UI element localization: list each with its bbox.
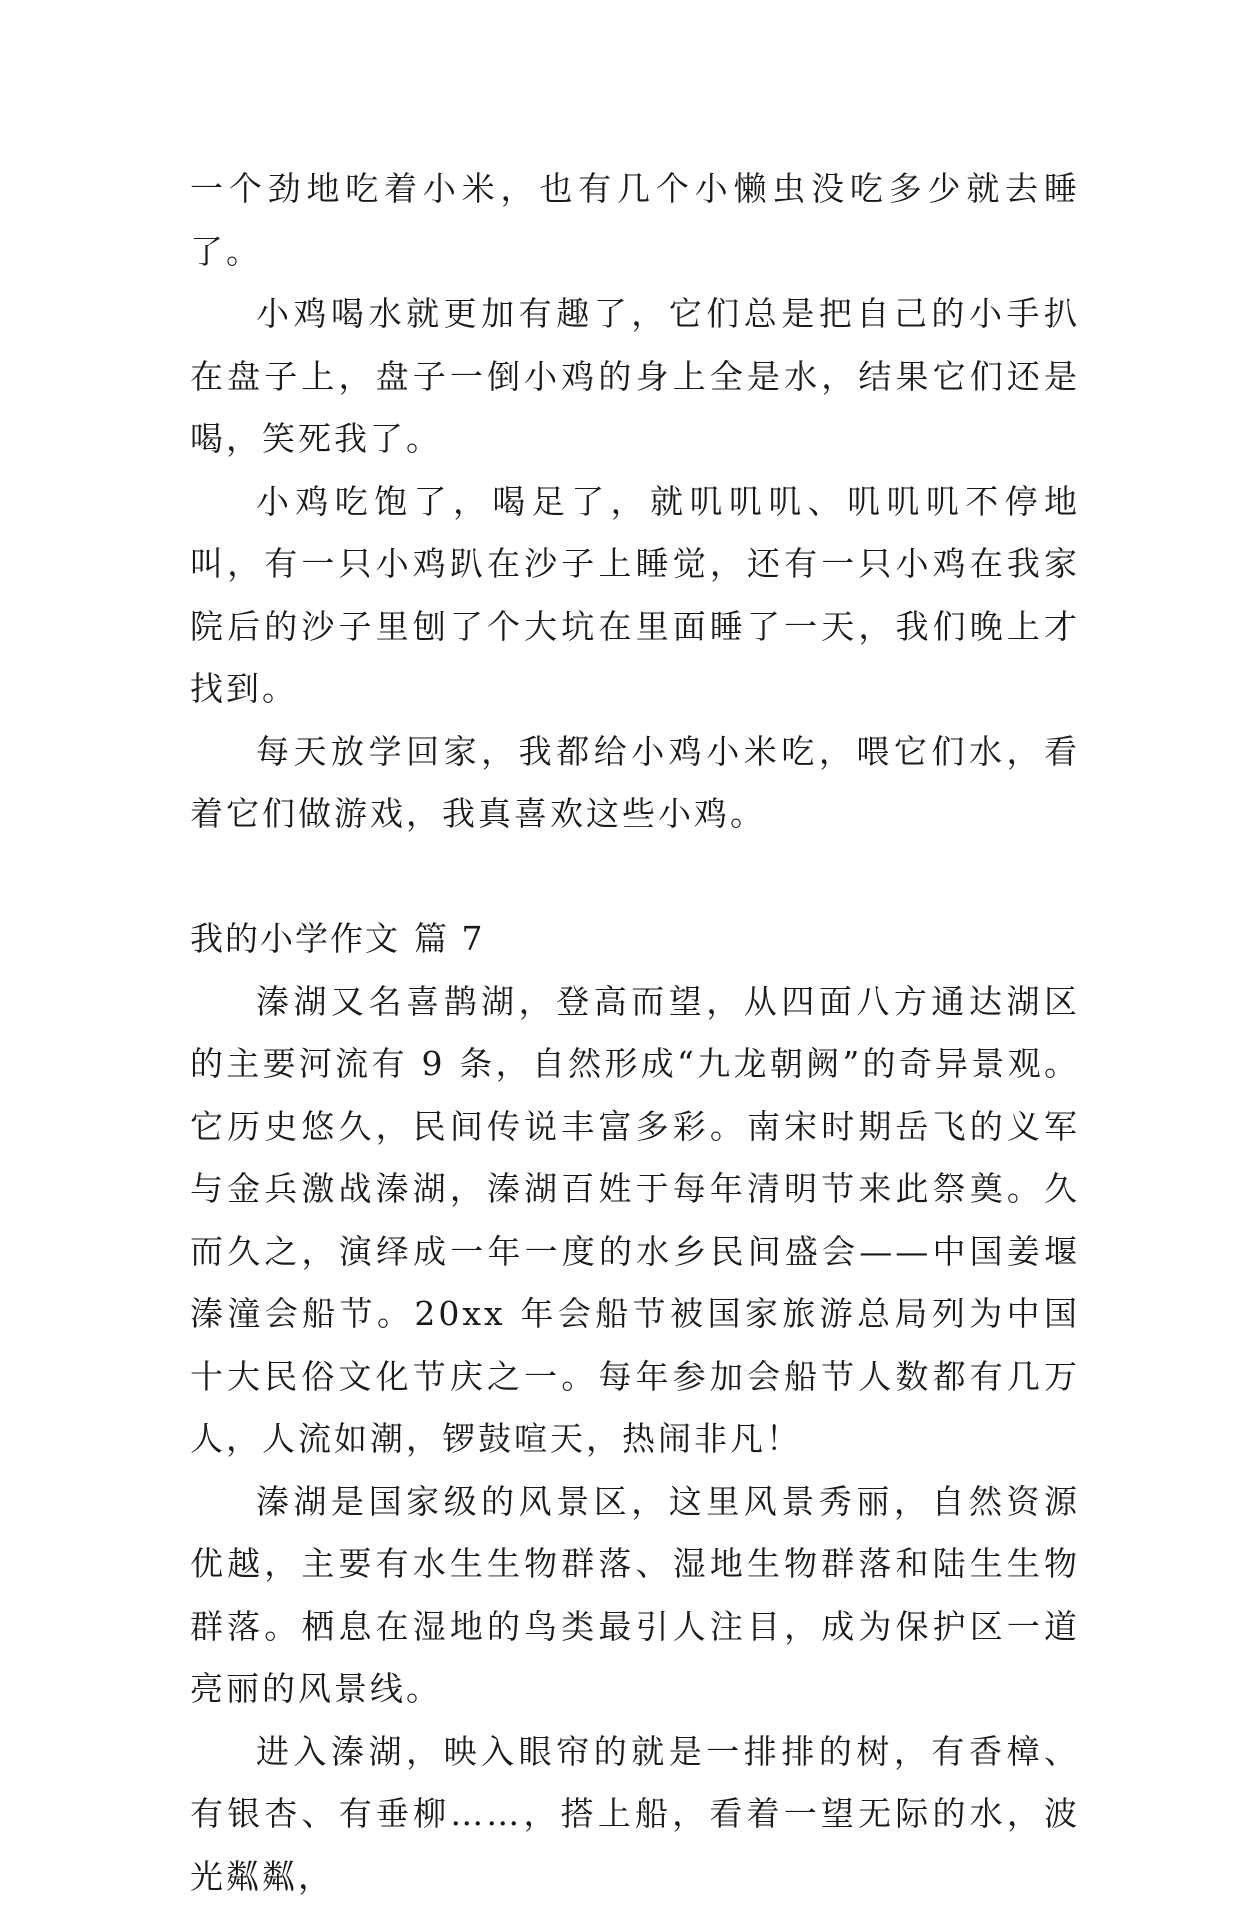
paragraph-drinking-water: 小鸡喝水就更加有趣了，它们总是把自己的小手扒在盘子上，盘子一倒小鸡的身上全是水，结果它们还是喝，笑死我了。: [190, 283, 1080, 471]
section-number: 篇 7: [414, 919, 485, 958]
section-title: 我的小学作文: [190, 919, 400, 958]
document-body: [190, 158, 1080, 1908]
paragraph-qinhu-entering: 进入溱湖，映入眼帘的就是一排排的树，有香樟、有银杏、有垂柳……，搭上船，看着一望无际的水，波光粼粼，: [190, 1721, 1080, 1908]
paragraph-chicks-full: 小鸡吃饱了，喝足了，就叽叽叽、叽叽叽不停地叫，有一只小鸡趴在沙子上睡觉，还有一只小鸡在我家院后的沙子里刨了个大坑在里面睡了一天，我们晚上才找到。: [190, 471, 1080, 721]
paragraph-after-school: 每天放学回家，我都给小鸡小米吃，喂它们水，看着它们做游戏，我真喜欢这些小鸡。: [190, 721, 1080, 846]
paragraph-qinhu-scenery: 溱湖是国家级的风景区，这里风景秀丽，自然资源优越，主要有水生生物群落、湿地生物群落和陆生生物群落。栖息在湿地的鸟类最引人注目，成为保护区一道亮丽的风景线。: [190, 1471, 1080, 1721]
section-heading: [190, 908, 1080, 971]
paragraph-qinhu-intro: 溱湖又名喜鹊湖，登高而望，从四面八方通达湖区的主要河流有 9 条，自然形成“九龙朝阙”的奇异景观。它历史悠久，民间传说丰富多彩。南宋时期岳飞的义军与金兵激战溱湖，溱湖百姓于每年清明节来此祭奠。久而久之，演绎成一年一度的水乡民间盛会——中国姜堰溱潼会船节。20xx 年会船节被国家旅游总局列为中国十大民俗文化节庆之一。每年参加会船节人数都有几万人，人流如潮，锣鼓喧天，热闹非凡！: [190, 971, 1080, 1471]
continued-paragraph: 一个劲地吃着小米，也有几个小懒虫没吃多少就去睡了。: [190, 158, 1080, 283]
